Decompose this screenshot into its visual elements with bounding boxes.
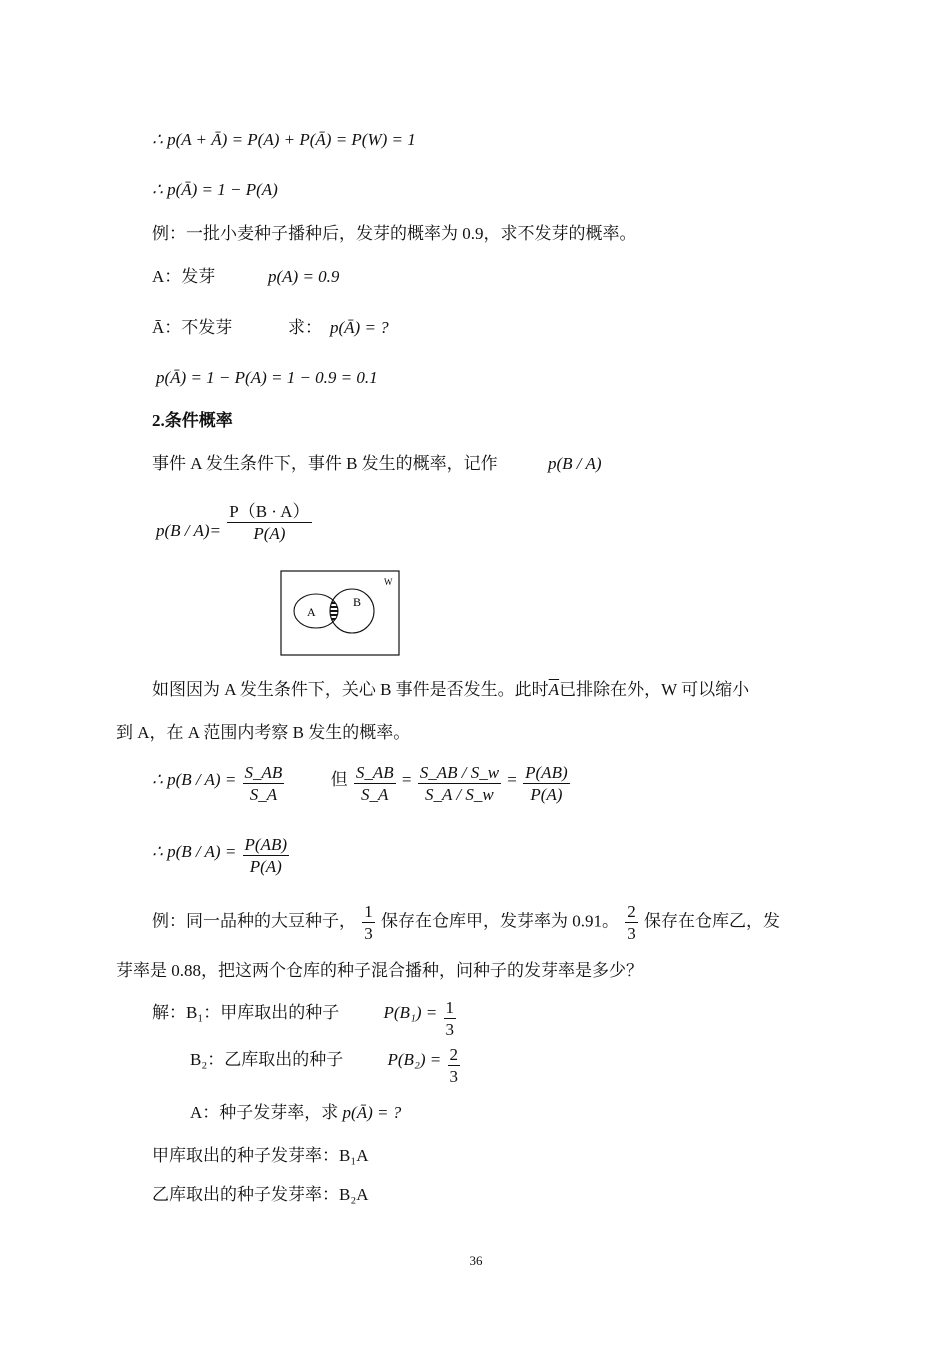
frac-b1: [444, 999, 457, 1038]
frac-num: P(AB): [525, 763, 568, 782]
event-a-label: A：发芽: [152, 267, 216, 286]
solution-b2a: 乙库取出的种子发芽率：B₂A: [152, 1185, 369, 1204]
event-not-a-label: Ā：不发芽: [152, 318, 233, 337]
formula-left: p(B / A)=: [156, 521, 221, 541]
cond-prob-formula: [156, 503, 314, 542]
explanation-part-2: 已排除在外，W 可以缩小: [559, 680, 750, 699]
solution-b2-eq: P(B₂) =: [387, 1050, 442, 1070]
frac-num: 1: [364, 902, 373, 921]
frac-one-third: [362, 903, 375, 942]
formula-den: P(A): [253, 524, 286, 543]
explanation-line-2: 到 A，在 A 范围内考察 B 发生的概率。: [116, 723, 411, 742]
frac-sab-sa-2: [354, 764, 396, 803]
ask-eq: p(Ā) = ?: [330, 318, 389, 337]
frac-num: 1: [445, 998, 454, 1017]
frac-den: 3: [449, 1067, 458, 1086]
venn-frame: [281, 571, 399, 655]
frac-b2: [448, 1046, 461, 1085]
frac-den: S_A: [361, 785, 389, 804]
venn-label-b: B: [353, 595, 362, 609]
solution-b2-text: B₂：乙库取出的种子: [190, 1050, 344, 1070]
example-1-text: 例：一批小麦种子播种后，发芽的概率为 0.9，求不发芽的概率。: [152, 224, 637, 243]
frac-pab-pa: [523, 764, 569, 803]
solution-b2: [190, 1046, 462, 1085]
result-eq-left: ∴ p(B / A) =: [152, 842, 237, 862]
frac-num: S_AB: [355, 763, 394, 782]
section-heading: 2.条件概率: [152, 411, 233, 430]
example-2-part-a: 例：同一品种的大豆种子，: [152, 911, 356, 931]
explanation-part-1: 如图因为 A 发生条件下，关心 B 事件是否发生。此时: [152, 680, 549, 699]
frac-den: S_A: [249, 785, 278, 804]
example-2-part-c: 保存在仓库乙，发: [644, 911, 780, 931]
abar-symbol: $\overline{A}$: [548, 680, 560, 699]
frac-den: 3: [627, 924, 636, 943]
frac-num: 2: [627, 902, 636, 921]
frac-den: 3: [364, 924, 373, 943]
example-2-line-2: 芽率是 0.88，把这两个仓库的种子混合播种，问种子的发芽率是多少？: [116, 961, 643, 980]
solution-b1-text: 解：B₁：甲库取出的种子: [152, 1003, 340, 1023]
frac-den: P(A): [249, 857, 282, 876]
solution-a: [190, 1104, 401, 1121]
example-2-part-b: 保存在仓库甲，发芽率为 0.91。: [381, 911, 619, 931]
page-number: 36: [469, 1253, 483, 1268]
eq-line-1: ∴ p(A + Ā) = P(A) + P(Ā) = P(W) = 1: [152, 130, 416, 149]
ask-label: 求：: [288, 318, 322, 337]
frac-num: S_AB: [244, 763, 283, 782]
event-a-eq: p(A) = 0.9: [268, 267, 340, 286]
solution-a-text: A：种子发芽率，求: [190, 1103, 339, 1122]
solution-b1-eq: P(B₁) =: [383, 1003, 438, 1023]
solution-b1: [152, 999, 458, 1038]
venn-diagram: [280, 570, 400, 656]
frac-den: S_A / S_w: [425, 785, 494, 804]
frac-sab-sa: [243, 764, 285, 803]
frac-num: 2: [449, 1045, 458, 1064]
frac-den: 3: [445, 1020, 454, 1039]
cond-prob-result-eq: [152, 836, 291, 875]
eq-line-6: p(Ā) = 1 − P(A) = 1 − 0.9 = 0.1: [156, 368, 378, 387]
venn-label-w: W: [384, 577, 393, 587]
frac-ratio-w: [418, 764, 501, 803]
but-label: 但: [330, 770, 348, 790]
formula-fraction: [227, 503, 311, 542]
definition-eq: p(B / A): [548, 454, 602, 473]
definition-text: 事件 A 发生条件下，事件 B 发生的概率，记作: [152, 454, 498, 473]
formula-num: P（B · A）: [229, 502, 310, 521]
solution-a-eq: p(Ā) = ?: [342, 1103, 402, 1122]
explanation-line-1: [152, 681, 749, 698]
eq-line-2: ∴ p(Ā) = 1 − P(A): [152, 180, 278, 199]
frac-two-thirds: [625, 903, 638, 942]
solution-b1a: 甲库取出的种子发芽率：B₁A: [152, 1146, 369, 1165]
cond-prob-area-eq: ∴ p(B / A) = $\frac{S\_AB}{S\_A}$ 但 $\frac{S\_AB}{S\_A}$ = $\frac{S\_AB / S\_w}{S\_A / S\_w}$ = $\frac{P(AB)}{P(A)}$: [152, 763, 568, 804]
frac-num: S_AB / S_w: [419, 763, 500, 782]
area-eq-left: ∴ p(B / A) =: [152, 770, 237, 790]
venn-label-a: A: [307, 605, 316, 619]
example-2-line-1: [152, 903, 780, 942]
frac-num: P(AB): [244, 835, 288, 854]
frac-result: [243, 836, 289, 875]
frac-den: P(A): [530, 785, 563, 804]
